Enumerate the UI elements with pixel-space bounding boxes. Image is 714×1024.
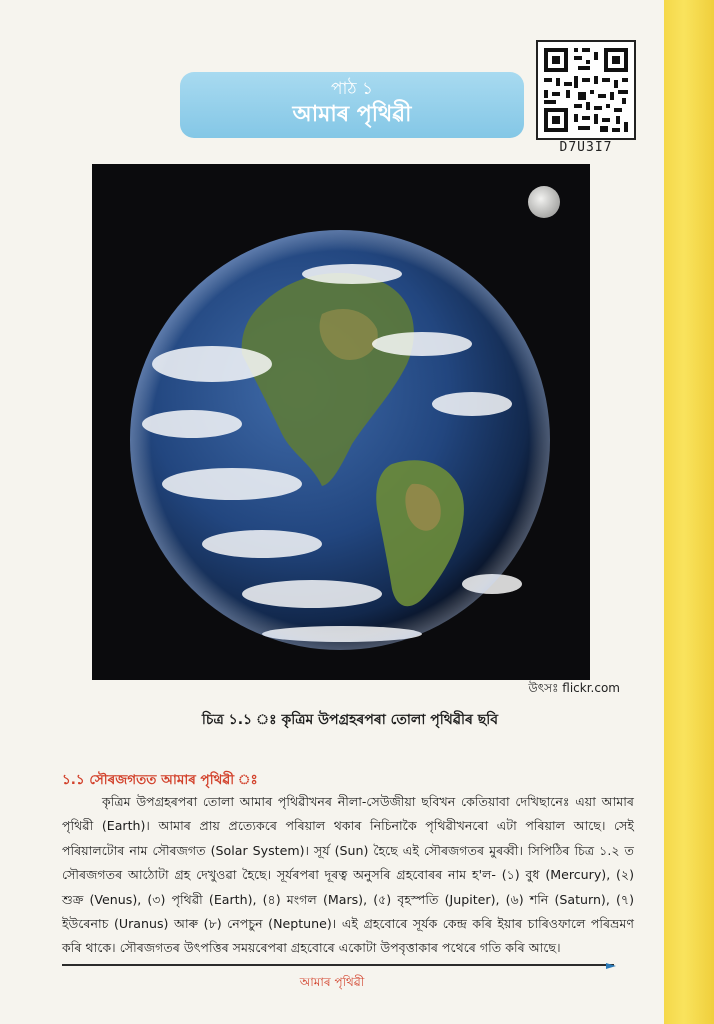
chapter-number: পাঠ ১ bbox=[331, 79, 373, 99]
figure-caption: চিত্ৰ ১.১ ঃ কৃত্ৰিম উপগ্ৰহৰপৰা তোলা পৃথিৱীৰ ছবি bbox=[201, 712, 499, 728]
page-footer: আমাৰ পৃথিৱী bbox=[299, 975, 365, 989]
page-edge-strip bbox=[664, 0, 714, 1024]
qr-code-label: D7U3I7 bbox=[559, 140, 613, 155]
photo-source: উৎসঃ flickr.com bbox=[528, 681, 620, 695]
section-paragraph bbox=[62, 790, 634, 961]
footer-arrow-icon bbox=[606, 958, 620, 972]
chapter-title-banner bbox=[180, 72, 524, 138]
earth-photo bbox=[92, 164, 590, 680]
section-heading: ১.১ সৌৰজগতত আমাৰ পৃথিৱী ঃ bbox=[62, 772, 258, 788]
footer-divider bbox=[62, 964, 614, 966]
qr-code-icon[interactable] bbox=[536, 40, 636, 140]
chapter-title: আমাৰ পৃথিৱী bbox=[292, 102, 412, 127]
paragraph-text: কৃত্ৰিম উপগ্ৰহৰপৰা তোলা আমাৰ পৃথিৱীখনৰ নীলা-সেউজীয়া ছবিখন কেতিয়াবা দেখিছানেঃ এয়া আমাৰ পৃথিৱী (Earth)। আমাৰ প্ৰায় প্ৰত্যেকৰে পৰিয়াল থকাৰ নিচিনাকৈ পৃথিৱীখনৰো এটা পৰিয়াল আছে। সেই পৰিয়ালটোৰ নাম সৌৰজগত (Solar System)। সূৰ্য (Sun) হৈছে এই সৌৰজগতৰ মুৰব্বী। সিপিঠিৰ চিত্ৰ ১.২ ত সৌৰজগতৰ আঠোটা গ্ৰহ দেখুওৱা হৈছে। সূৰ্যৰপৰা দূৰত্ব অনুসৰি গ্ৰহবোৰৰ নাম হ'ল- (১) বুধ (Mercury), (২) শুক্ৰ (Venus), (৩) পৃথিৱী (Earth), (৪) মংগল (Mars), (৫) বৃহস্পতি (Jupiter), (৬) শনি (Saturn), (৭) ইউৰেনাচ (Uranus) আৰু (৮) নেপচুন (Neptune)। এই গ্ৰহবোৰে সূৰ্যক কেন্দ্ৰ কৰি ইয়াৰ চাৰিওফালে পৰিভ্ৰমণ কৰি থাকে। সৌৰজগতৰ উৎপত্তিৰ সময়ৰেপৰা গ্ৰহবোৰে একোটা উপবৃত্তাকাৰ পথেৰে গতি কৰি আছে। bbox=[62, 794, 634, 956]
